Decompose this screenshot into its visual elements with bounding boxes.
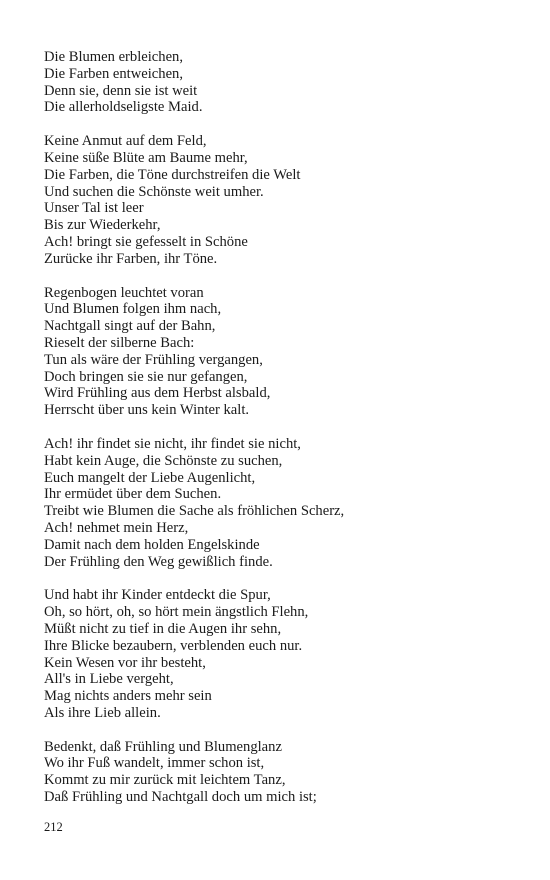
poem-line: Treibt wie Blumen die Sache als fröhlichen Scherz, bbox=[44, 503, 345, 520]
poem-line: Keine süße Blüte am Baume mehr, bbox=[44, 149, 248, 166]
poem-line: All's in Liebe vergeht, bbox=[44, 671, 174, 688]
poem-line: Keine Anmut auf dem Feld, bbox=[44, 133, 207, 150]
stanza-5 bbox=[44, 587, 534, 721]
poem-line: Ach! bringt sie gefesselt in Schöne bbox=[44, 233, 248, 250]
poem-line: Ihre Blicke bezaubern, verblenden euch nur. bbox=[44, 637, 303, 654]
poem-line: Die Farben, die Töne durchstreifen die Welt bbox=[44, 166, 301, 183]
poem-line: Mag nichts anders mehr sein bbox=[44, 688, 212, 705]
poem-line: Habt kein Auge, die Schönste zu suchen, bbox=[44, 452, 283, 469]
poem-line: Herrscht über uns kein Winter kalt. bbox=[44, 402, 250, 419]
poem-line: Und Blumen folgen ihm nach, bbox=[44, 301, 222, 318]
poem-line: Zurücke ihr Farben, ihr Töne. bbox=[44, 250, 218, 267]
poem-line: Rieselt der silberne Bach: bbox=[44, 334, 195, 351]
poem-line: Ach! nehmet mein Herz, bbox=[44, 519, 189, 536]
poem-line: Ihr ermüdet über dem Suchen. bbox=[44, 486, 222, 503]
poem-line: Denn sie, denn sie ist weit bbox=[44, 82, 198, 99]
poem-line: Nachtgall singt auf der Bahn, bbox=[44, 318, 216, 335]
poem-line: Euch mangelt der Liebe Augenlicht, bbox=[44, 469, 256, 486]
stanza-4 bbox=[44, 436, 534, 570]
poem-line: Der Frühling den Weg gewißlich finde. bbox=[44, 553, 273, 570]
poem-line: Bis zur Wiederkehr, bbox=[44, 217, 161, 234]
poem-line: Unser Tal ist leer bbox=[44, 200, 144, 217]
poem-line: Die Farben entweichen, bbox=[44, 65, 183, 82]
poem-line: Kommt zu mir zurück mit leichtem Tanz, bbox=[44, 772, 286, 789]
poem-line: Und habt ihr Kinder entdeckt die Spur, bbox=[44, 587, 271, 604]
poem-line: Tun als wäre der Frühling vergangen, bbox=[44, 351, 263, 368]
poem-line: Bedenkt, daß Frühling und Blumenglanz bbox=[44, 738, 282, 755]
stanza-2 bbox=[44, 133, 534, 267]
poem-line: Damit nach dem holden Engelskinde bbox=[44, 536, 260, 553]
poem-line: Doch bringen sie sie nur gefangen, bbox=[44, 368, 248, 385]
poem-line: Kein Wesen vor ihr besteht, bbox=[44, 654, 206, 671]
poem-line: Daß Frühling und Nachtgall doch um mich ist; bbox=[44, 789, 317, 806]
stanza-6 bbox=[44, 739, 534, 806]
poem-text bbox=[44, 49, 534, 823]
stanza-3 bbox=[44, 285, 534, 419]
poem-line: Wo ihr Fuß wandelt, immer schon ist, bbox=[44, 755, 265, 772]
poem-line: Ach! ihr findet sie nicht, ihr findet sie nicht, bbox=[44, 435, 301, 452]
poem-line: Müßt nicht zu tief in die Augen ihr sehn, bbox=[44, 620, 282, 637]
stanza-1 bbox=[44, 49, 534, 116]
poem-line: Die allerholdseligste Maid. bbox=[44, 99, 203, 116]
page-number: 212 bbox=[44, 820, 63, 834]
poem-line: Oh, so hört, oh, so hört mein ängstlich Flehn, bbox=[44, 604, 309, 621]
poem-line: Die Blumen erbleichen, bbox=[44, 49, 183, 65]
poem-line: Wird Frühling aus dem Herbst alsbald, bbox=[44, 385, 271, 402]
poem-line: Als ihre Lieb allein. bbox=[44, 704, 161, 721]
poem-line: Regenbogen leuchtet voran bbox=[44, 284, 204, 301]
poem-line: Und suchen die Schönste weit umher. bbox=[44, 183, 264, 200]
